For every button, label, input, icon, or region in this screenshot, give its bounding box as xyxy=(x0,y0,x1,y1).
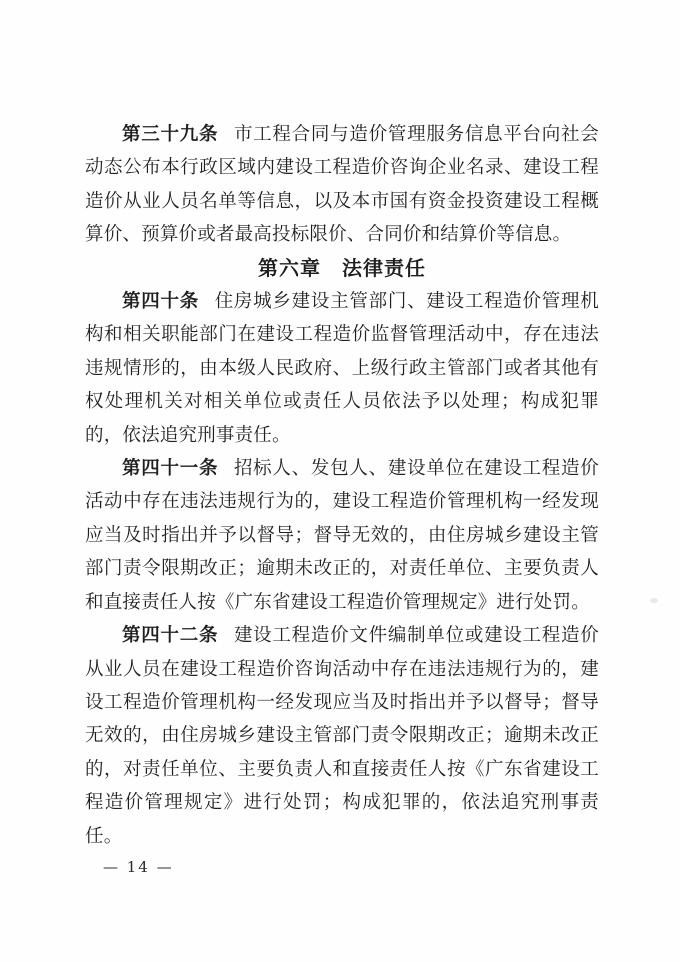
article-40-text: 住房城乡建设主管部门、建设工程造价管理机构和相关职能部门在建设工程造价监督管理活动中，存在违法违规情形的，由本级人民政府、上级行政主管部门或者其他有权处理机关对相关单位或责任人员依法予以处理；构成犯罪的，依法追究刑事责任。 xyxy=(85,291,599,446)
page-number: — 14 — xyxy=(103,858,174,876)
page-content xyxy=(85,118,599,853)
scan-artifact xyxy=(650,598,658,603)
article-42-label: 第四十二条 xyxy=(122,625,219,647)
page-footer xyxy=(103,858,174,876)
article-42-text: 建设工程造价文件编制单位或建设工程造价从业人员在建设工程造价咨询活动中存在违法违规行为的，建设工程造价管理机构一经发现应当及时指出并予以督导；督导无效的，由住房城乡建设主管部门责令限期改正；逾期未改正的，对责任单位、主要负责人和直接责任人按《广东省建设工程造价管理规定》进行处罚；构成犯罪的，依法追究刑事责任。 xyxy=(85,625,599,847)
article-39 xyxy=(85,118,599,252)
article-40-label: 第四十条 xyxy=(122,291,199,313)
article-42 xyxy=(85,619,599,853)
article-39-label: 第三十九条 xyxy=(122,124,219,145)
article-41-text: 招标人、发包人、建设单位在建设工程造价活动中存在违法违规行为的，建设工程造价管理机构一经发现应当及时指出并予以督导；督导无效的，由住房城乡建设主管部门责令限期改正；逾期未改正的，对责任单位、主要负责人和直接责任人按《广东省建设工程造价管理规定》进行处罚。 xyxy=(85,458,599,613)
article-41-label: 第四十一条 xyxy=(122,458,219,480)
article-41 xyxy=(85,452,599,619)
chapter-heading: 第六章 法律责任 xyxy=(258,255,426,280)
article-39-text: 市工程合同与造价管理服务信息平台向社会动态公布本行政区域内建设工程造价咨询企业名录、建设工程造价从业人员名单等信息，以及本市国有资金投资建设工程概算价、预算价或者最高投标限价、合同价和结算价等信息。 xyxy=(85,124,599,246)
article-40 xyxy=(85,285,599,452)
